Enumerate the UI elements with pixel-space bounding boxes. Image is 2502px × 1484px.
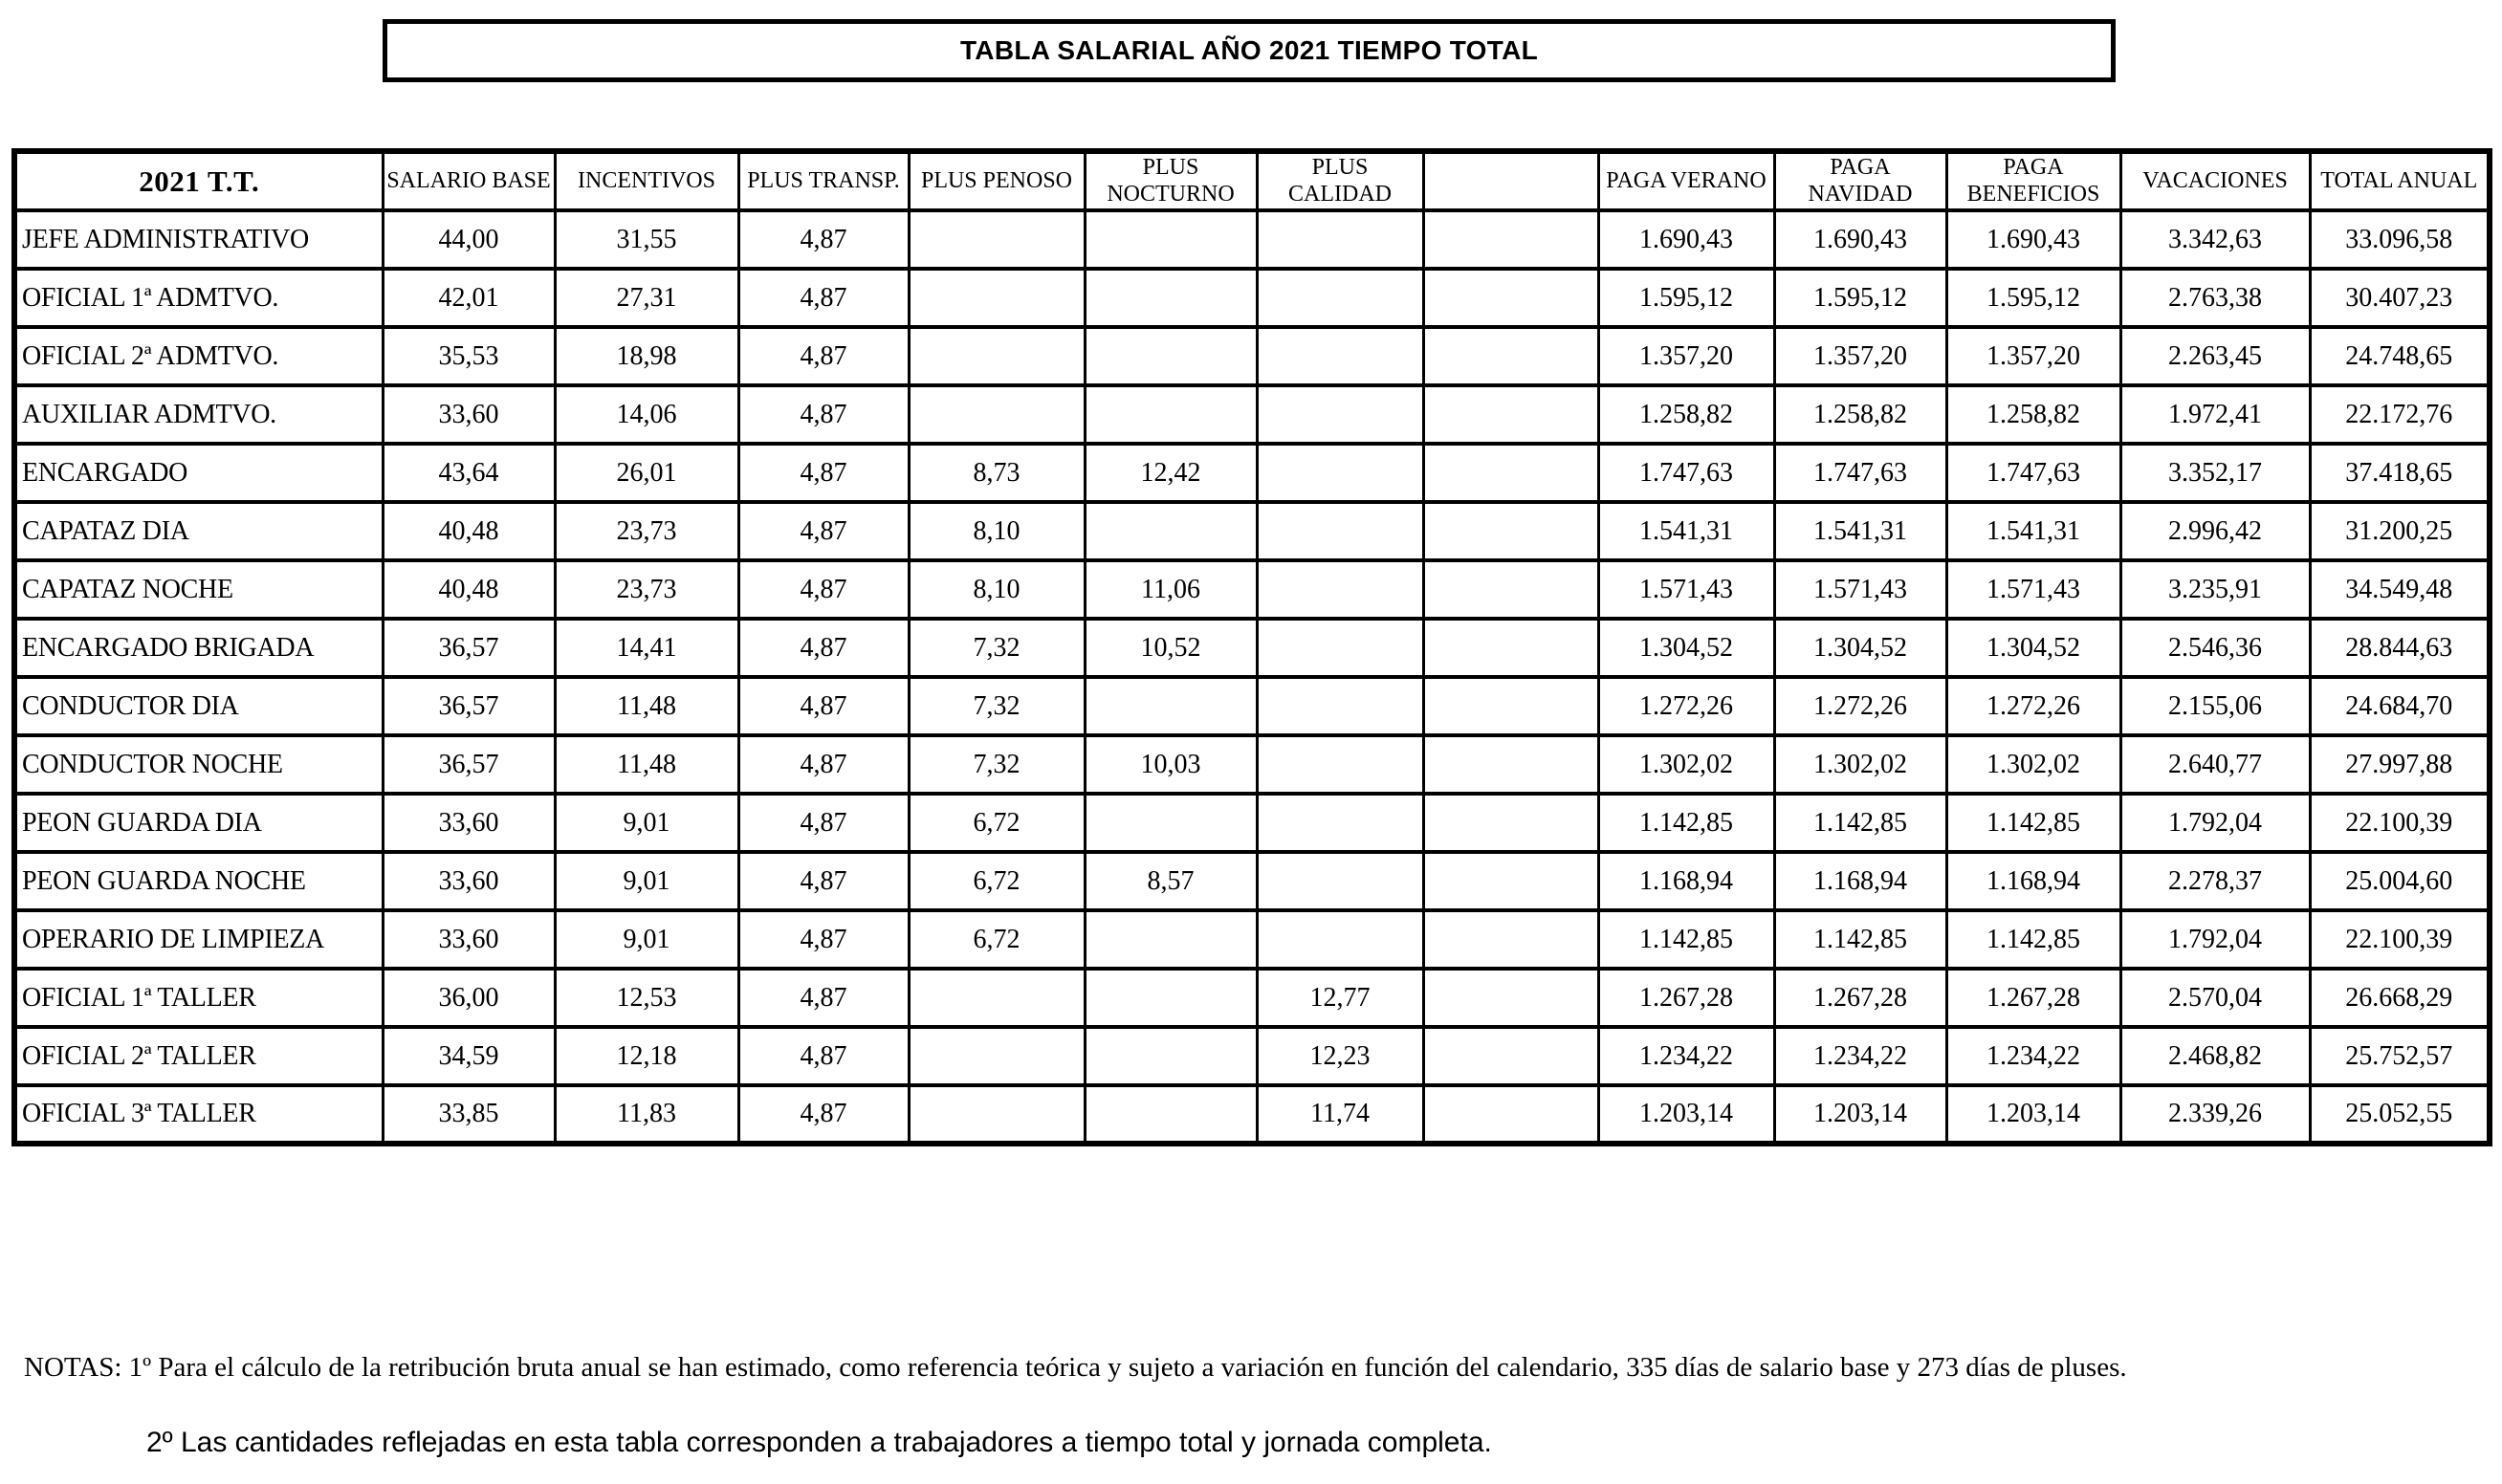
table-row [14,269,2490,327]
column-header: SALARIO BASE [383,151,555,210]
table-cell [1257,327,1423,385]
table-cell: 4,87 [738,735,909,794]
row-label: OFICIAL 1ª TALLER [14,969,383,1027]
table-cell: 3.235,91 [2120,560,2310,619]
table-cell: 37.418,65 [2310,444,2490,502]
table-row [14,910,2490,969]
title-box [383,19,2116,82]
table-cell: 1.541,31 [1774,502,1946,560]
table-cell [1085,794,1257,852]
table-cell: 1.203,14 [1774,1085,1946,1144]
table-cell: 4,87 [738,910,909,969]
table-row [14,1027,2490,1085]
table-cell [1423,327,1598,385]
table-cell: 4,87 [738,327,909,385]
table-row [14,677,2490,735]
table-cell: 9,01 [555,794,738,852]
table-cell: 31.200,25 [2310,502,2490,560]
table-cell: 7,32 [909,735,1085,794]
table-cell: 1.302,02 [1946,735,2120,794]
table-cell: 40,48 [383,560,555,619]
table-cell: 1.304,52 [1598,619,1774,677]
table-cell: 28.844,63 [2310,619,2490,677]
table-cell: 7,32 [909,619,1085,677]
table-cell [1257,444,1423,502]
table-cell [909,1085,1085,1144]
table-row [14,852,2490,910]
table-cell [1257,677,1423,735]
table-cell [1085,385,1257,444]
table-cell: 4,87 [738,1085,909,1144]
row-label: OPERARIO DE LIMPIEZA [14,910,383,969]
table-cell: 12,42 [1085,444,1257,502]
table-cell: 1.595,12 [1774,269,1946,327]
corner-header: 2021 T.T. [14,151,383,210]
table-cell: 35,53 [383,327,555,385]
table-cell [1423,619,1598,677]
table-cell: 1.792,04 [2120,794,2310,852]
table-row [14,327,2490,385]
table-row [14,444,2490,502]
row-label: AUXILIAR ADMTVO. [14,385,383,444]
table-cell: 6,72 [909,852,1085,910]
table-cell: 4,87 [738,210,909,269]
table-cell: 1.357,20 [1598,327,1774,385]
table-cell: 1.272,26 [1946,677,2120,735]
table-cell: 4,87 [738,444,909,502]
table-cell: 4,87 [738,794,909,852]
table-cell: 1.595,12 [1598,269,1774,327]
row-label: PEON GUARDA DIA [14,794,383,852]
table-cell: 43,64 [383,444,555,502]
table-cell: 2.640,77 [2120,735,2310,794]
table-cell: 18,98 [555,327,738,385]
table-cell: 22.100,39 [2310,794,2490,852]
table-cell [1085,910,1257,969]
column-header: VACACIONES [2120,151,2310,210]
table-cell: 4,87 [738,560,909,619]
table-cell: 2.263,45 [2120,327,2310,385]
note-1: NOTAS: 1º Para el cálculo de la retribución bruta anual se han estimado, como referencia teórica y sujeto a variación en función del calendario, 335 días de salario base y 273 días de pluses. [24,1352,2127,1383]
table-cell: 1.357,20 [1774,327,1946,385]
table-cell [1423,385,1598,444]
table-cell: 2.155,06 [2120,677,2310,735]
table-cell: 14,41 [555,619,738,677]
row-label: ENCARGADO BRIGADA [14,619,383,677]
table-cell: 1.541,31 [1946,502,2120,560]
table-cell: 26.668,29 [2310,969,2490,1027]
table-row [14,969,2490,1027]
table-cell [909,969,1085,1027]
row-label: OFICIAL 1ª ADMTVO. [14,269,383,327]
table-cell [1257,794,1423,852]
table-cell: 24.684,70 [2310,677,2490,735]
table-cell: 1.142,85 [1598,794,1774,852]
salary-table [11,148,2492,1146]
table-cell: 11,83 [555,1085,738,1144]
table-cell: 4,87 [738,969,909,1027]
table-cell [1423,910,1598,969]
table-cell [1257,910,1423,969]
table-cell [1423,560,1598,619]
table-cell: 1.203,14 [1946,1085,2120,1144]
table-cell: 1.541,31 [1598,502,1774,560]
table-cell [1085,327,1257,385]
table-cell: 1.234,22 [1946,1027,2120,1085]
table-cell: 23,73 [555,502,738,560]
table-cell: 33,60 [383,385,555,444]
table-cell [1257,210,1423,269]
table-cell: 14,06 [555,385,738,444]
table-cell: 30.407,23 [2310,269,2490,327]
table-cell: 1.234,22 [1774,1027,1946,1085]
table-cell: 1.747,63 [1598,444,1774,502]
table-cell [1257,502,1423,560]
table-cell: 42,01 [383,269,555,327]
table-cell [1085,677,1257,735]
table-cell: 1.302,02 [1598,735,1774,794]
table-cell: 34.549,48 [2310,560,2490,619]
table-cell: 22.100,39 [2310,910,2490,969]
table-cell [1423,677,1598,735]
table-cell: 23,73 [555,560,738,619]
table-cell: 40,48 [383,502,555,560]
column-header: PAGA NAVIDAD [1774,151,1946,210]
table-cell: 1.357,20 [1946,327,2120,385]
table-cell: 1.272,26 [1598,677,1774,735]
table-cell: 8,10 [909,560,1085,619]
table-cell: 2.996,42 [2120,502,2310,560]
table-cell [1257,560,1423,619]
table-cell: 4,87 [738,677,909,735]
table-cell: 1.267,28 [1774,969,1946,1027]
row-label: PEON GUARDA NOCHE [14,852,383,910]
table-cell: 33.096,58 [2310,210,2490,269]
table-cell: 10,52 [1085,619,1257,677]
table-cell [1085,1027,1257,1085]
table-cell [1085,502,1257,560]
table-cell [1257,269,1423,327]
table-cell: 1.571,43 [1946,560,2120,619]
row-label: CONDUCTOR NOCHE [14,735,383,794]
table-cell: 1.302,02 [1774,735,1946,794]
table-cell: 27,31 [555,269,738,327]
table-cell: 1.272,26 [1774,677,1946,735]
table-cell [909,1027,1085,1085]
table-cell [1423,735,1598,794]
table-cell: 22.172,76 [2310,385,2490,444]
page-title: TABLA SALARIAL AÑO 2021 TIEMPO TOTAL [959,35,1539,65]
table-cell: 12,53 [555,969,738,1027]
table-cell: 24.748,65 [2310,327,2490,385]
table-row [14,735,2490,794]
table-cell: 12,18 [555,1027,738,1085]
column-header: PLUS NOCTURNO [1085,151,1257,210]
table-cell: 1.690,43 [1946,210,2120,269]
column-header [1423,151,1598,210]
table-cell: 1.747,63 [1946,444,2120,502]
table-cell: 11,06 [1085,560,1257,619]
column-header: PLUS TRANSP. [738,151,909,210]
table-cell: 36,57 [383,735,555,794]
table-cell: 10,03 [1085,735,1257,794]
table-cell [1423,269,1598,327]
row-label: OFICIAL 2ª TALLER [14,1027,383,1085]
table-cell [1423,852,1598,910]
table-cell: 3.352,17 [2120,444,2310,502]
table-cell: 1.234,22 [1598,1027,1774,1085]
table-cell: 1.571,43 [1774,560,1946,619]
column-header: TOTAL ANUAL [2310,151,2490,210]
table-cell: 1.792,04 [2120,910,2310,969]
table-cell: 25.052,55 [2310,1085,2490,1144]
table-row [14,1085,2490,1144]
table-cell: 1.690,43 [1774,210,1946,269]
table-cell: 36,00 [383,969,555,1027]
table-cell: 4,87 [738,619,909,677]
table-cell: 9,01 [555,852,738,910]
table-cell: 1.142,85 [1946,794,2120,852]
row-label: JEFE ADMINISTRATIVO [14,210,383,269]
table-row [14,210,2490,269]
table-cell: 2.339,26 [2120,1085,2310,1144]
table-cell: 36,57 [383,677,555,735]
table-cell: 1.168,94 [1774,852,1946,910]
table-cell: 12,77 [1257,969,1423,1027]
table-cell: 2.763,38 [2120,269,2310,327]
table-cell [1423,210,1598,269]
table-cell [909,210,1085,269]
table-cell: 1.571,43 [1598,560,1774,619]
table-cell [1085,269,1257,327]
table-cell [909,385,1085,444]
table-cell: 33,60 [383,794,555,852]
table-cell: 1.690,43 [1598,210,1774,269]
row-label: CAPATAZ NOCHE [14,560,383,619]
table-cell: 8,73 [909,444,1085,502]
table-cell: 34,59 [383,1027,555,1085]
table-cell: 27.997,88 [2310,735,2490,794]
row-label: OFICIAL 3ª TALLER [14,1085,383,1144]
table-cell [1423,1085,1598,1144]
table-cell [1423,502,1598,560]
table-cell: 2.278,37 [2120,852,2310,910]
table-cell: 25.004,60 [2310,852,2490,910]
table-cell: 1.142,85 [1774,794,1946,852]
table-cell: 1.258,82 [1598,385,1774,444]
table-cell: 1.168,94 [1598,852,1774,910]
table-cell: 1.304,52 [1946,619,2120,677]
column-header: PAGA BENEFICIOS [1946,151,2120,210]
table-cell: 36,57 [383,619,555,677]
table-cell [1257,852,1423,910]
table-row [14,560,2490,619]
table-cell [1085,969,1257,1027]
table-cell: 12,23 [1257,1027,1423,1085]
header-row [14,151,2490,210]
table-cell [1423,1027,1598,1085]
table-cell: 1.142,85 [1946,910,2120,969]
row-label: OFICIAL 2ª ADMTVO. [14,327,383,385]
table-cell: 1.267,28 [1946,969,2120,1027]
column-header: PLUS CALIDAD [1257,151,1423,210]
row-label: ENCARGADO [14,444,383,502]
table-cell: 1.168,94 [1946,852,2120,910]
table-cell [1085,1085,1257,1144]
table-cell: 4,87 [738,269,909,327]
table-cell: 9,01 [555,910,738,969]
column-header: PAGA VERANO [1598,151,1774,210]
table-cell: 11,48 [555,735,738,794]
table-cell: 4,87 [738,502,909,560]
table-cell: 33,60 [383,852,555,910]
table-cell: 1.595,12 [1946,269,2120,327]
row-label: CONDUCTOR DIA [14,677,383,735]
table-cell: 1.258,82 [1946,385,2120,444]
table-cell [1423,444,1598,502]
table-cell [1423,794,1598,852]
table-cell: 1.142,85 [1774,910,1946,969]
table-cell: 6,72 [909,910,1085,969]
table-cell: 1.972,41 [2120,385,2310,444]
table-cell: 3.342,63 [2120,210,2310,269]
table-cell: 4,87 [738,385,909,444]
table-cell: 11,48 [555,677,738,735]
table-cell [1257,619,1423,677]
table-cell: 7,32 [909,677,1085,735]
table-row [14,385,2490,444]
table-cell: 1.267,28 [1598,969,1774,1027]
table-row [14,502,2490,560]
column-header: INCENTIVOS [555,151,738,210]
table-cell: 2.570,04 [2120,969,2310,1027]
table-cell [1423,969,1598,1027]
table-cell: 25.752,57 [2310,1027,2490,1085]
table-cell [909,327,1085,385]
table-cell: 1.304,52 [1774,619,1946,677]
column-header: PLUS PENOSO [909,151,1085,210]
table-cell: 4,87 [738,1027,909,1085]
note-2: 2º Las cantidades reflejadas en esta tabla corresponden a trabajadores a tiempo total y jornada completa. [146,1427,1492,1458]
table-cell: 31,55 [555,210,738,269]
table-cell: 26,01 [555,444,738,502]
table-row [14,794,2490,852]
table-cell: 8,57 [1085,852,1257,910]
table-cell: 1.258,82 [1774,385,1946,444]
table-cell [1257,385,1423,444]
table-cell: 33,85 [383,1085,555,1144]
table-row [14,619,2490,677]
table-cell: 2.546,36 [2120,619,2310,677]
row-label: CAPATAZ DIA [14,502,383,560]
table-cell [909,269,1085,327]
table-cell: 2.468,82 [2120,1027,2310,1085]
table-cell: 6,72 [909,794,1085,852]
table-cell: 1.747,63 [1774,444,1946,502]
table-cell: 4,87 [738,852,909,910]
table-cell: 33,60 [383,910,555,969]
table-cell: 1.142,85 [1598,910,1774,969]
table-cell: 8,10 [909,502,1085,560]
table-cell [1085,210,1257,269]
table-cell: 1.203,14 [1598,1085,1774,1144]
table-cell: 44,00 [383,210,555,269]
table-cell: 11,74 [1257,1085,1423,1144]
table-cell [1257,735,1423,794]
